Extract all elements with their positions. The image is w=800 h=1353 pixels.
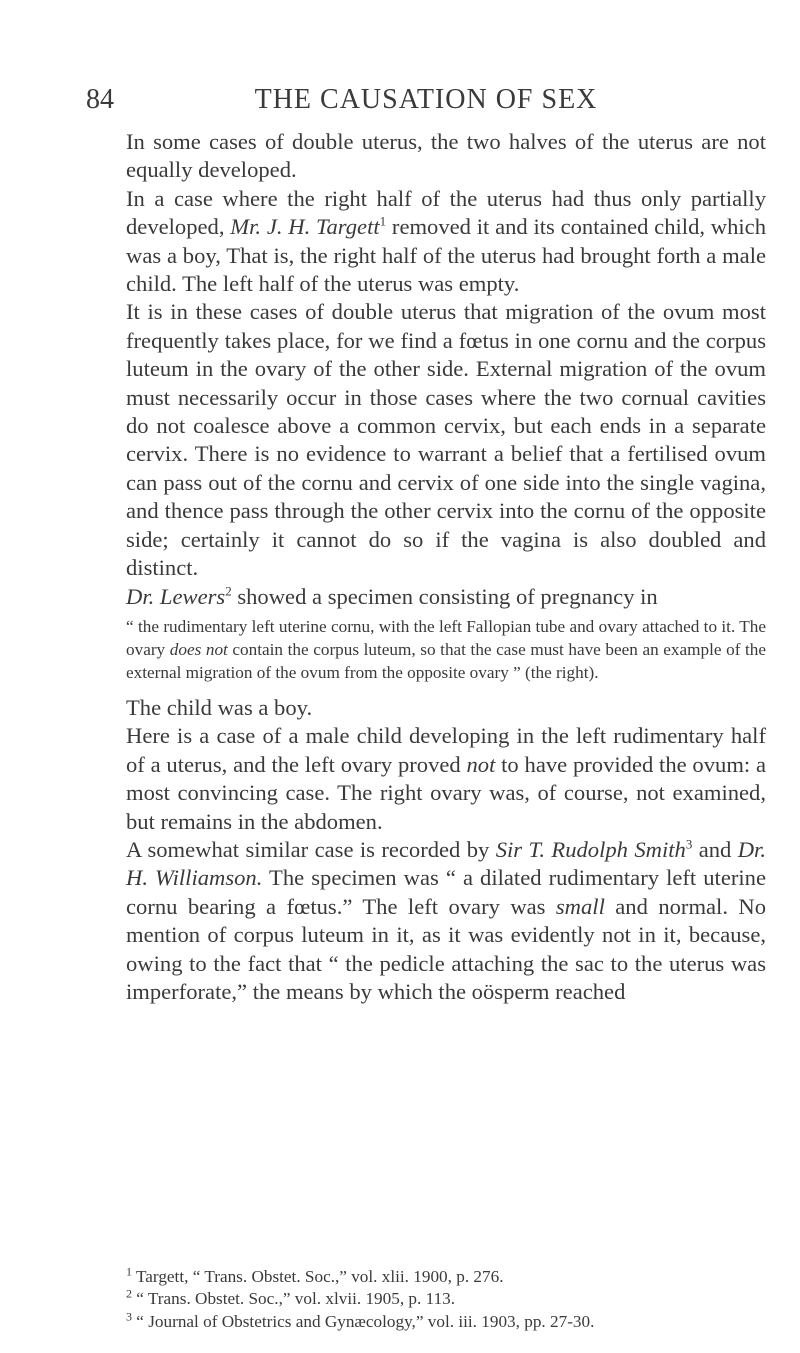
footnote-number: 3 [126,1309,132,1324]
footnote-number: 2 [126,1286,132,1301]
footnote-ref: 1 [379,213,387,229]
footnotes [126,1266,786,1333]
author-name: Dr. Lewers [126,583,226,609]
author-name: Dr. H. Williamson. [126,836,766,891]
paragraph-2: In a case where the right half of the uterus had thus only partially developed, Mr. J. H. Targett$^1$ removed it and its contained child, which was a boy, That is, the right half of the uterus had brought forth a male child. The left half of the uterus was empty. [126,185,767,297]
emphasis: not [466,751,496,777]
page-number: 84 [86,84,114,115]
paragraph-1: In some cases of double uterus, the two halves of the uterus are not equally developed. [126,129,766,183]
footnote: $^3$ “ Journal of Obstetrics and Gynæcology,” vol. iii. 1903, pp. 27-30. [126,1309,595,1331]
footnote: $^2$ “ Trans. Obstet. Soc.,” vol. xlvii. 1905, p. 113. [126,1286,456,1309]
footnote-ref: 3 [685,836,693,852]
author-name: Mr. J. H. Targett [230,214,380,240]
paragraph-7: A somewhat similar case is recorded by Sir T. Rudolph Smith$^3$ and Dr. H. Williamson. The specimen was “ a dilated rudimentary left uterine cornu bearing a fœtus.” The left ovary was small and normal. No mention of corpus luteum in it, as it was evidently not in it, because, owing to the fact that “ the pedicle attaching the sac to the uterus was imperforate,” the means by which the oösperm reached [126,836,767,1004]
emphasis: does not [169,639,228,659]
footnote: $^1$ Targett, “ Trans. Obstet. Soc.,” vol. xlii. 1900, p. 276. [126,1264,504,1286]
running-title: THE CAUSATION OF SEX [254,84,598,115]
footnote-ref: 2 [225,582,232,598]
page-header [86,84,766,124]
paragraph-3: It is in these cases of double uterus that migration of the ovum most frequently takes place, for we find a fœtus in one cornu and the corpus luteum in the ovary of the other side. External migration of the ovum must necessarily occur in those cases where the two cornual cavities do not coalesce above a common cervix, but each ends in a separate cervix. There is no evidence to warrant a belief that a fertilised ovum can pass out of the cornu and cervix of one side into the single vagina, and thence pass through the other cervix into the cornu of the opposite side; certainly it cannot do so if the vagina is also doubled and distinct. [126,299,766,581]
block-quote: “ the rudimentary left uterine cornu, with the left Fallopian tube and ovary attached to it. The ovary does not contain the corpus luteum, so that the case must have been an example of the external migration of the ovum from the opposite ovary ” (the right). [126,616,767,682]
emphasis: small [555,893,605,919]
paragraph-4: Dr. Lewers$^2$ showed a specimen consisting of pregnancy in [126,582,658,609]
paragraph-5: The child was a boy. [126,694,313,720]
footnote-number: 1 [126,1264,132,1279]
body-text [126,128,766,1006]
author-name: Sir T. Rudolph Smith [495,836,686,862]
paragraph-6: Here is a case of a male child developing in the left rudimentary half of a uterus, and the left ovary proved not to have provided the ovum: a most convincing case. The right ovary was, of course, not examined, but remains in the abdomen. [126,723,766,834]
